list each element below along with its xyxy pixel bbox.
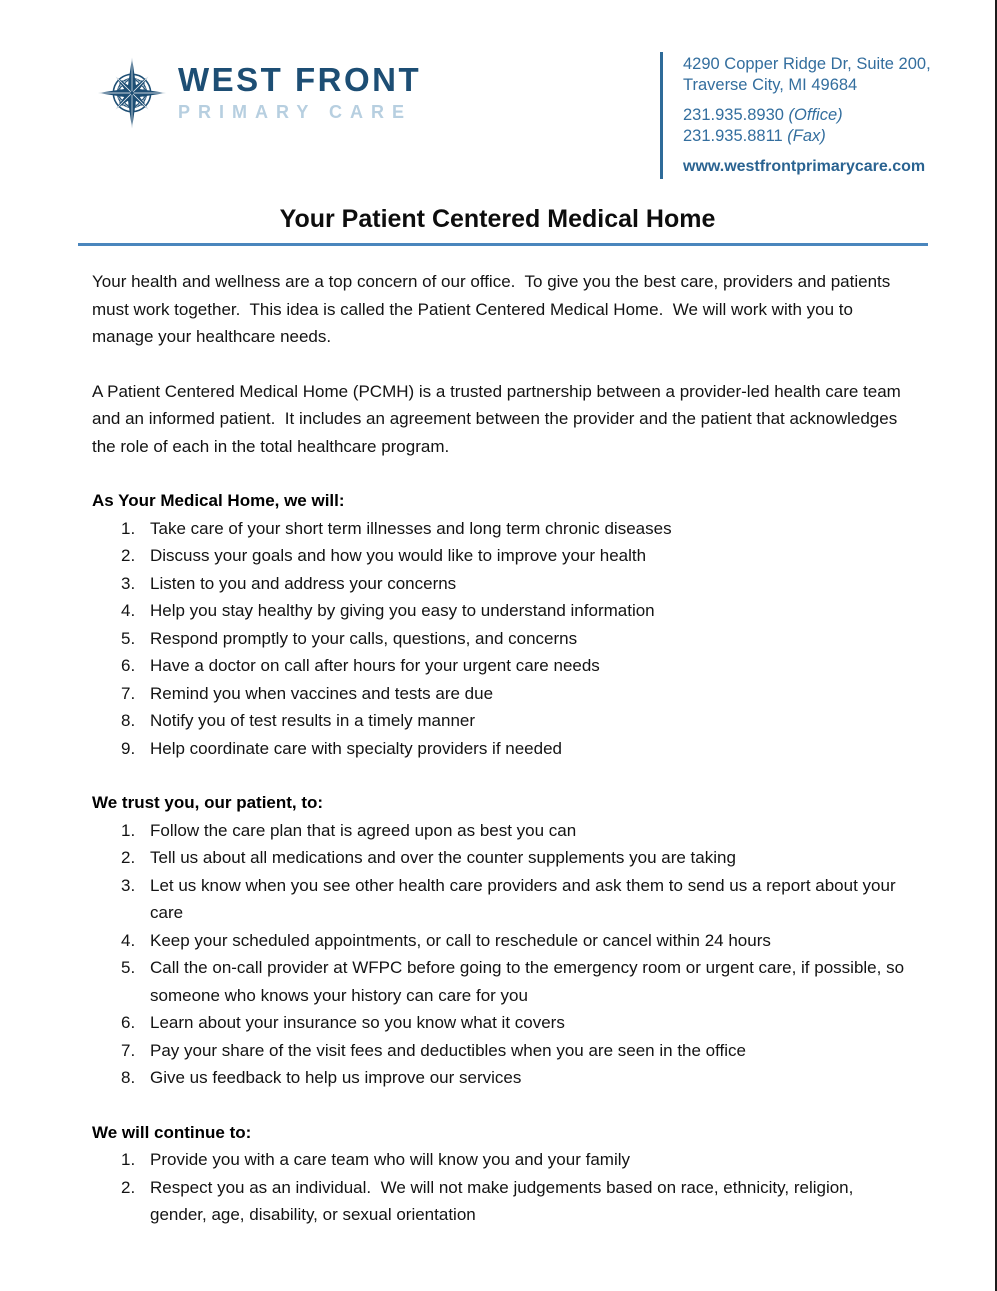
list-item <box>92 625 907 653</box>
list-item-number: 7. <box>121 683 136 703</box>
list-item-number: 9. <box>121 738 136 758</box>
list-item <box>92 954 907 1009</box>
list-item-text: Remind you when vaccines and tests are due <box>150 683 494 703</box>
list-item-text: Learn about your insurance so you know what it covers <box>150 1013 565 1032</box>
list-item-number: 8. <box>121 711 136 730</box>
list-item-text: Help coordinate care with specialty providers if needed <box>150 738 563 758</box>
list-item-text: Notify you of test results in a timely manner <box>150 711 476 730</box>
list-item <box>92 1146 907 1174</box>
practice-logo <box>96 52 421 134</box>
list-item <box>92 707 907 735</box>
website-group <box>683 156 935 177</box>
list-item-text: Provide you with a care team who will know you and your family <box>150 1150 630 1169</box>
fax-phone-number: 231.935.8811 <box>683 127 788 145</box>
address-line-1: 4290 Copper Ridge Dr, Suite 200, <box>683 55 931 73</box>
list-item-number: 3. <box>121 573 136 593</box>
document-body <box>92 268 907 1229</box>
fax-phone-label: (Fax) <box>787 127 826 145</box>
list-item <box>92 542 907 570</box>
list-item-text: Let us know when you see other health care providers and ask them to send us a report about your care <box>150 875 901 922</box>
list-item-text: Give us feedback to help us improve our services <box>150 1068 522 1087</box>
list-item-number: 2. <box>121 1177 136 1197</box>
list-item-number: 4. <box>121 601 136 620</box>
list-item <box>92 515 907 543</box>
list-item <box>92 597 907 625</box>
letterhead <box>0 0 995 175</box>
list-item-text: Listen to you and address your concerns <box>150 573 457 593</box>
list-item-text: Help you stay healthy by giving you easy to understand information <box>150 601 655 620</box>
address <box>683 54 935 96</box>
list-item <box>92 1037 907 1065</box>
list-item <box>92 1009 907 1037</box>
list-item <box>92 1064 907 1092</box>
website-url: www.westfrontprimarycare.com <box>683 158 926 175</box>
medical-home-list <box>92 515 907 763</box>
list-item <box>92 735 907 763</box>
continue-list <box>92 1146 907 1229</box>
list-item-number: 2. <box>121 848 136 867</box>
list-item-text: Take care of your short term illnesses and long term chronic diseases <box>150 518 672 538</box>
section-heading-medical-home: As Your Medical Home, we will: <box>92 491 345 510</box>
practice-name-secondary: PRIMARY CARE <box>178 102 413 123</box>
phone-numbers <box>683 105 935 147</box>
list-item <box>92 570 907 598</box>
list-item-number: 5. <box>121 958 136 977</box>
title-divider <box>78 243 928 246</box>
list-item-number: 2. <box>121 546 136 565</box>
list-item <box>92 844 907 872</box>
list-item-number: 1. <box>121 518 136 538</box>
address-line-2: Traverse City, MI 49684 <box>683 76 858 94</box>
list-item <box>92 1174 907 1229</box>
practice-name-primary: WEST FRONT <box>178 60 422 98</box>
list-item <box>92 652 907 680</box>
list-item <box>92 872 907 927</box>
contact-info <box>660 52 935 179</box>
office-phone-label: (Office) <box>788 106 843 124</box>
list-item-number: 7. <box>121 1040 136 1060</box>
list-item-text: Call the on-call provider at WFPC before going to the emergency room or urgent care, if possible, so someone who knows your history can care for you <box>150 958 909 1005</box>
fax-phone <box>683 126 935 147</box>
list-item-text: Discuss your goals and how you would like to improve your health <box>150 546 647 565</box>
intro-paragraph: A Patient Centered Medical Home (PCMH) is a trusted partnership between a provider-led health care team and an informed patient. It includes an agreement between the provider and the patient that acknowledges the role of each in the total healthcare program. <box>92 381 906 456</box>
office-phone <box>683 105 935 126</box>
list-item-number: 5. <box>121 628 136 648</box>
list-item-number: 8. <box>121 1068 136 1087</box>
practice-name <box>178 60 422 124</box>
office-phone-number: 231.935.8930 <box>683 106 789 124</box>
section-heading-continue: We will continue to: <box>92 1122 252 1142</box>
document-title: Your Patient Centered Medical Home <box>279 205 716 233</box>
list-item-text: Keep your scheduled appointments, or call to reschedule or cancel within 24 hours <box>150 930 771 950</box>
list-item-number: 4. <box>121 930 136 950</box>
patient-trust-list <box>92 817 907 1092</box>
list-item-text: Respond promptly to your calls, questions, and concerns <box>150 628 578 648</box>
list-item-number: 1. <box>121 1150 136 1169</box>
list-item-number: 3. <box>121 875 136 895</box>
list-item <box>92 927 907 955</box>
list-item-text: Have a doctor on call after hours for your urgent care needs <box>150 656 600 675</box>
list-item <box>92 817 907 845</box>
list-item-text: Respect you as an individual. We will not make judgements based on race, ethnicity, religion, gender, age, disability, or sexual orientation <box>150 1177 859 1224</box>
section-heading-patient-trust: We trust you, our patient, to: <box>92 793 324 812</box>
list-item-text: Follow the care plan that is agreed upon as best you can <box>150 820 577 840</box>
list-item-text: Pay your share of the visit fees and deductibles when you are seen in the office <box>150 1040 746 1060</box>
intro-paragraph: Your health and wellness are a top concern of our office. To give you the best care, providers and patients must work together. This idea is called the Patient Centered Medical Home. We will work with you to manage your healthcare needs. <box>92 272 895 346</box>
compass-logo-icon <box>96 52 168 134</box>
list-item-number: 6. <box>121 1013 136 1032</box>
list-item <box>92 680 907 708</box>
list-item-text: Tell us about all medications and over the counter supplements you are taking <box>150 848 736 867</box>
list-item-number: 1. <box>121 820 136 840</box>
list-item-number: 6. <box>121 656 136 675</box>
